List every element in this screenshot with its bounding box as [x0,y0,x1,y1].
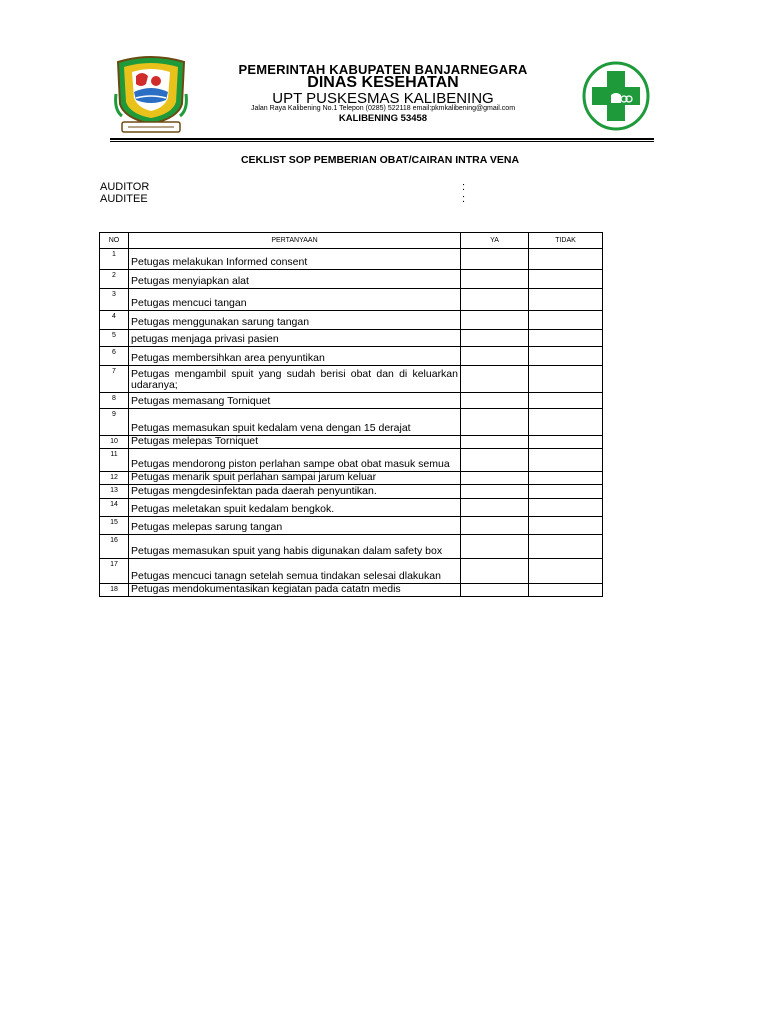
yes-checkbox-cell[interactable] [461,366,529,393]
header-no-answer: TIDAK [529,233,603,249]
row-number: 8 [100,393,129,409]
table-row [100,472,603,485]
yes-checkbox-cell[interactable] [461,249,529,270]
no-checkbox-cell[interactable] [529,472,603,485]
auditee-colon: : [462,193,466,205]
header-agency-line: DINAS KESEHATAN [307,74,459,91]
yes-checkbox-cell[interactable] [461,485,529,499]
no-checkbox-cell[interactable] [529,436,603,449]
row-number: 1 [100,249,129,270]
yes-checkbox-cell[interactable] [461,436,529,449]
yes-checkbox-cell[interactable] [461,449,529,472]
table-header-row [100,233,603,249]
no-checkbox-cell[interactable] [529,366,603,393]
header-question: PERTANYAAN [129,233,461,249]
row-question: Petugas melepas Torniquet [129,436,461,449]
table-row [100,270,603,289]
no-checkbox-cell[interactable] [529,409,603,436]
no-checkbox-cell[interactable] [529,449,603,472]
health-cross-logo [582,61,650,131]
row-question: Petugas memasang Torniquet [129,393,461,409]
table-row [100,436,603,449]
row-number: 2 [100,270,129,289]
yes-checkbox-cell[interactable] [461,584,529,597]
no-checkbox-cell[interactable] [529,311,603,330]
header-yes: YA [461,233,529,249]
no-checkbox-cell[interactable] [529,485,603,499]
table-row [100,584,603,597]
table-row [100,535,603,559]
row-question: Petugas melepas sarung tangan [129,517,461,535]
yes-checkbox-cell[interactable] [461,472,529,485]
row-question: petugas menjaga privasi pasien [129,330,461,347]
row-number: 17 [100,559,129,584]
table-row [100,347,603,366]
row-number: 13 [100,485,129,499]
yes-checkbox-cell[interactable] [461,347,529,366]
yes-checkbox-cell[interactable] [461,559,529,584]
no-checkbox-cell[interactable] [529,535,603,559]
no-checkbox-cell[interactable] [529,393,603,409]
table-row [100,499,603,517]
row-question: Petugas mengambil spuit yang sudah berisi obat dan di keluarkan udaranya; [129,366,461,393]
header-divider-thin [110,141,654,142]
table-row [100,249,603,270]
row-number: 14 [100,499,129,517]
yes-checkbox-cell[interactable] [461,393,529,409]
row-question: Petugas menarik spuit perlahan sampai jarum keluar [129,472,461,485]
row-number: 7 [100,366,129,393]
row-question: Petugas meletakan spuit kedalam bengkok. [129,499,461,517]
yes-checkbox-cell[interactable] [461,311,529,330]
no-checkbox-cell[interactable] [529,559,603,584]
header-address: Jalan Raya Kalibening No.1 Telepon (0285) 522118 email:pkmkalibening@gmail.com [250,105,516,112]
row-question: Petugas menyiapkan alat [129,270,461,289]
row-number: 18 [100,584,129,597]
table-row [100,289,603,311]
header-no: NO [100,233,129,249]
document-title: CEKLIST SOP PEMBERIAN OBAT/CAIRAN INTRA VENA [240,154,520,166]
checklist-table [99,232,603,597]
yes-checkbox-cell[interactable] [461,499,529,517]
table-row [100,517,603,535]
yes-checkbox-cell[interactable] [461,289,529,311]
auditor-colon: : [462,181,466,193]
row-number: 4 [100,311,129,330]
no-checkbox-cell[interactable] [529,499,603,517]
row-question: Petugas mendorong piston perlahan sampe obat obat masuk semua [129,449,461,472]
row-question: Petugas mengdesinfektan pada daerah penyuntikan. [129,485,461,499]
row-question: Petugas mendokumentasikan kegiatan pada catatn medis [129,584,461,597]
header-divider [110,138,654,140]
row-number: 6 [100,347,129,366]
table-row [100,393,603,409]
row-number: 11 [100,449,129,472]
row-question: Petugas mencuci tangan [129,289,461,311]
row-question: Petugas memasukan spuit yang habis digunakan dalam safety box [129,535,461,559]
yes-checkbox-cell[interactable] [461,517,529,535]
table-row [100,330,603,347]
row-number: 10 [100,436,129,449]
row-number: 12 [100,472,129,485]
row-number: 9 [100,409,129,436]
no-checkbox-cell[interactable] [529,330,603,347]
row-question: Petugas melakukan Informed consent [129,249,461,270]
auditor-label: AUDITOR [100,181,150,193]
no-checkbox-cell[interactable] [529,270,603,289]
yes-checkbox-cell[interactable] [461,535,529,559]
row-question: Petugas mencuci tanagn setelah semua tindakan selesai dlakukan [129,559,461,584]
row-number: 16 [100,535,129,559]
table-row [100,559,603,584]
row-question: Petugas memasukan spuit kedalam vena dengan 15 derajat [129,409,461,436]
header-government-line: PEMERINTAH KABUPATEN BANJARNEGARA [238,62,528,77]
row-question: Petugas membersihkan area penyuntikan [129,347,461,366]
no-checkbox-cell[interactable] [529,347,603,366]
yes-checkbox-cell[interactable] [461,330,529,347]
row-number: 5 [100,330,129,347]
header-city: KALIBENING 53458 [338,113,428,124]
table-row [100,485,603,499]
table-row [100,449,603,472]
row-number: 15 [100,517,129,535]
table-row [100,311,603,330]
no-checkbox-cell[interactable] [529,584,603,597]
row-question: Petugas menggunakan sarung tangan [129,311,461,330]
no-checkbox-cell[interactable] [529,517,603,535]
yes-checkbox-cell[interactable] [461,409,529,436]
table-row [100,409,603,436]
regency-emblem-logo [112,54,190,136]
header-unit-line: UPT PUSKESMAS KALIBENING [272,90,494,107]
auditee-label: AUDITEE [100,193,148,205]
table-row [100,366,603,393]
row-number: 3 [100,289,129,311]
yes-checkbox-cell[interactable] [461,270,529,289]
no-checkbox-cell[interactable] [529,249,603,270]
no-checkbox-cell[interactable] [529,289,603,311]
